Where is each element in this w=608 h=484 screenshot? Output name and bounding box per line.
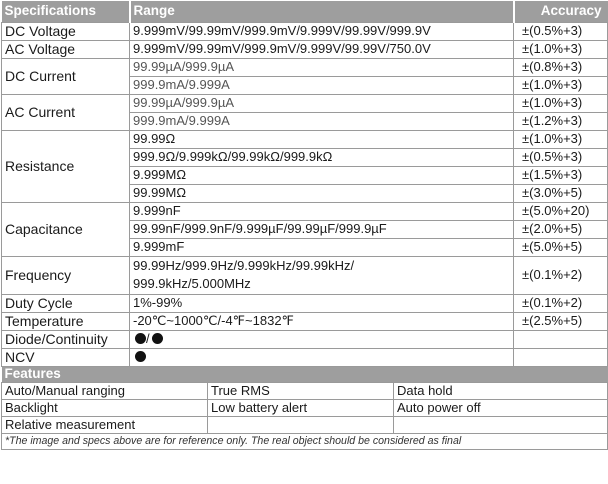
ac-voltage-range: 9.999mV/99.99mV/999.9mV/9.999V/99.99V/750.0V <box>130 40 514 58</box>
frequency-range-line-1: 99.99Hz/999.9Hz/9.999kHz/99.99kHz/ <box>133 258 355 273</box>
table-row <box>2 416 608 433</box>
resistance-accuracy-4: ±(3.0%+5) <box>514 184 608 202</box>
diode-continuity-label: Diode/Continuity <box>2 330 130 348</box>
accuracy-header: Accuracy <box>514 1 608 22</box>
supported-dot-icon <box>135 351 146 362</box>
frequency-range <box>130 256 514 294</box>
feature-item: Data hold <box>394 382 608 399</box>
feature-empty <box>394 416 608 433</box>
diode-continuity-support <box>130 330 514 348</box>
resistance-accuracy-1: ±(1.0%+3) <box>514 130 608 148</box>
frequency-label: Frequency <box>2 256 130 294</box>
table-row <box>2 40 608 58</box>
table-row <box>2 312 608 330</box>
temperature-accuracy: ±(2.5%+5) <box>514 312 608 330</box>
ac-current-label: AC Current <box>2 94 130 130</box>
dc-voltage-accuracy: ±(0.5%+3) <box>514 22 608 40</box>
feature-item: Backlight <box>2 399 208 416</box>
dc-current-range-2: 999.9mA/9.999A <box>130 76 514 94</box>
range-header: Range <box>130 1 514 22</box>
temperature-range: -20℃~1000℃/-4℉~1832℉ <box>130 312 514 330</box>
dc-current-range-1: 99.99µA/999.9µA <box>130 58 514 76</box>
feature-item: True RMS <box>208 382 394 399</box>
ac-current-range-1: 99.99µA/999.9µA <box>130 94 514 112</box>
ncv-label: NCV <box>2 348 130 366</box>
disclaimer-note: *The image and specs above are for reference only. The real object should be considered as final <box>2 433 608 449</box>
feature-item: Low battery alert <box>208 399 394 416</box>
table-row <box>2 58 608 76</box>
ac-current-accuracy-2: ±(1.2%+3) <box>514 112 608 130</box>
note-row <box>2 433 608 449</box>
table-row <box>2 348 608 366</box>
dc-current-accuracy-2: ±(1.0%+3) <box>514 76 608 94</box>
table-row <box>2 130 608 148</box>
dc-current-accuracy-1: ±(0.8%+3) <box>514 58 608 76</box>
resistance-accuracy-3: ±(1.5%+3) <box>514 166 608 184</box>
dc-voltage-label: DC Voltage <box>2 22 130 40</box>
capacitance-range-1: 9.999nF <box>130 202 514 220</box>
table-row <box>2 399 608 416</box>
feature-item: Relative measurement <box>2 416 208 433</box>
table-row <box>2 22 608 40</box>
duty-cycle-range: 1%-99% <box>130 294 514 312</box>
table-row <box>2 382 608 399</box>
resistance-range-4: 99.99MΩ <box>130 184 514 202</box>
resistance-range-3: 9.999MΩ <box>130 166 514 184</box>
resistance-label: Resistance <box>2 130 130 202</box>
specifications-table <box>1 1 608 450</box>
duty-cycle-label: Duty Cycle <box>2 294 130 312</box>
features-header: Features <box>2 366 608 382</box>
temperature-label: Temperature <box>2 312 130 330</box>
feature-item: Auto power off <box>394 399 608 416</box>
resistance-range-1: 99.99Ω <box>130 130 514 148</box>
frequency-range-line-2: 999.9kHz/5.000MHz <box>133 276 251 291</box>
table-row <box>2 294 608 312</box>
table-row <box>2 94 608 112</box>
capacitance-label: Capacitance <box>2 202 130 256</box>
table-row <box>2 256 608 294</box>
dc-current-label: DC Current <box>2 58 130 94</box>
duty-cycle-accuracy: ±(0.1%+2) <box>514 294 608 312</box>
ac-current-range-2: 999.9mA/9.999A <box>130 112 514 130</box>
specifications-header: Specifications <box>2 1 130 22</box>
supported-dot-icon <box>135 333 146 344</box>
resistance-accuracy-2: ±(0.5%+3) <box>514 148 608 166</box>
feature-item: Auto/Manual ranging <box>2 382 208 399</box>
capacitance-range-2: 99.99nF/999.9nF/9.999µF/99.99µF/999.9µF <box>130 220 514 238</box>
dc-voltage-range: 9.999mV/99.99mV/999.9mV/9.999V/99.99V/999.9V <box>130 22 514 40</box>
ac-voltage-label: AC Voltage <box>2 40 130 58</box>
resistance-range-2: 999.9Ω/9.999kΩ/99.99kΩ/999.9kΩ <box>130 148 514 166</box>
frequency-accuracy: ±(0.1%+2) <box>514 256 608 294</box>
ncv-accuracy <box>514 348 608 366</box>
diode-continuity-accuracy <box>514 330 608 348</box>
ac-current-accuracy-1: ±(1.0%+3) <box>514 94 608 112</box>
capacitance-accuracy-1: ±(5.0%+20) <box>514 202 608 220</box>
capacitance-range-3: 9.999mF <box>130 238 514 256</box>
capacitance-accuracy-3: ±(5.0%+5) <box>514 238 608 256</box>
feature-empty <box>208 416 394 433</box>
diode-separator: / <box>146 331 150 346</box>
header-row <box>2 1 608 22</box>
table-row <box>2 202 608 220</box>
table-row <box>2 330 608 348</box>
supported-dot-icon <box>152 333 163 344</box>
ac-voltage-accuracy: ±(1.0%+3) <box>514 40 608 58</box>
features-header-row <box>2 366 608 382</box>
ncv-support <box>130 348 514 366</box>
capacitance-accuracy-2: ±(2.0%+5) <box>514 220 608 238</box>
